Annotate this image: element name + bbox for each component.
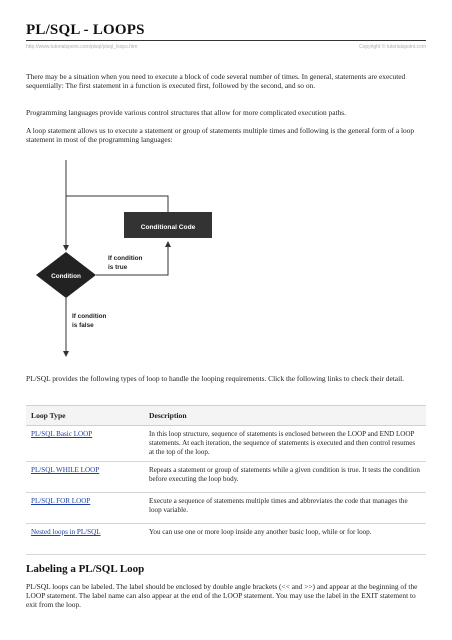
- intro-paragraph-3: A loop statement allows us to execute a statement or group of statements multiple times and following is the general form of a loop statement in most of the programming languages:: [26, 126, 415, 145]
- loop-flow-svg: [26, 160, 286, 360]
- description-cell: Repeats a statement or group of statements while a given condition is true. It tests the condition before executing the loop body.: [144, 462, 426, 493]
- loop-type-cell: [26, 493, 144, 524]
- table-row: [26, 493, 426, 524]
- conditional-code-label: Conditional Code: [140, 224, 196, 231]
- loop-type-cell: [26, 524, 144, 555]
- description-cell: In this loop structure, sequence of statements is enclosed between the LOOP and END LOOP statements. At each iteration, the sequence of statements is executed and then control resumes at the top of the loop.: [144, 426, 426, 462]
- link-nested-loops[interactable]: Nested loops in PL/SQL: [31, 528, 101, 536]
- source-url: http://www.tutorialspoint.com/plsql/plsql_loops.htm: [26, 44, 138, 50]
- table-header-row: [26, 406, 426, 426]
- true-label-line2: is true: [108, 264, 128, 271]
- copyright-notice: Copyright © tutorialspoint.com: [358, 44, 426, 50]
- true-label-line1: If condition: [108, 255, 143, 262]
- link-basic-loop[interactable]: PL/SQL Basic LOOP: [31, 430, 93, 438]
- header-loop-type: Loop Type: [26, 406, 144, 426]
- loop-back-line: [66, 196, 168, 212]
- title-divider: [26, 40, 426, 41]
- loop-type-cell: [26, 462, 144, 493]
- table-row: [26, 462, 426, 493]
- table-row: [26, 524, 426, 555]
- loop-type-cell: [26, 426, 144, 462]
- intro-paragraph-2: Programming languages provide various control structures that allow for more complicated execution paths.: [26, 108, 346, 117]
- false-label-line1: If condition: [72, 313, 107, 320]
- page-title: PL/SQL - LOOPS: [26, 22, 145, 38]
- loop-types-intro: PL/SQL provides the following types of loop to handle the looping requirements. Click the following links to check their detail.: [26, 374, 405, 383]
- false-label-line2: is false: [72, 322, 94, 329]
- intro-paragraph-1: There may be a situation when you need to execute a block of code several number of times. In general, statements are executed sequentially: The first statement in a function is executed first, followed by the second, and so on.: [26, 72, 406, 91]
- loop-flow-diagram: [26, 160, 286, 360]
- loop-types-table: [26, 405, 426, 555]
- labeling-paragraph: PL/SQL loops can be labeled. The label should be enclosed by double angle brackets (<< and >>) and appear at the beginning of the LOOP statement. The label name can also appear at the end of the LOOP statement. You may use the label in the EXIT statement to exit from the loop.: [26, 582, 418, 610]
- header-description: Description: [144, 406, 426, 426]
- condition-label: Condition: [51, 273, 81, 280]
- link-while-loop[interactable]: PL/SQL WHILE LOOP: [31, 466, 100, 474]
- description-cell: Execute a sequence of statements multiple times and abbreviates the code that manages the loop variable.: [144, 493, 426, 524]
- description-cell: You can use one or more loop inside any another basic loop, while or for loop.: [144, 524, 426, 555]
- section-heading-labeling: Labeling a PL/SQL Loop: [26, 563, 145, 575]
- link-for-loop[interactable]: PL/SQL FOR LOOP: [31, 497, 91, 505]
- table-row: [26, 426, 426, 462]
